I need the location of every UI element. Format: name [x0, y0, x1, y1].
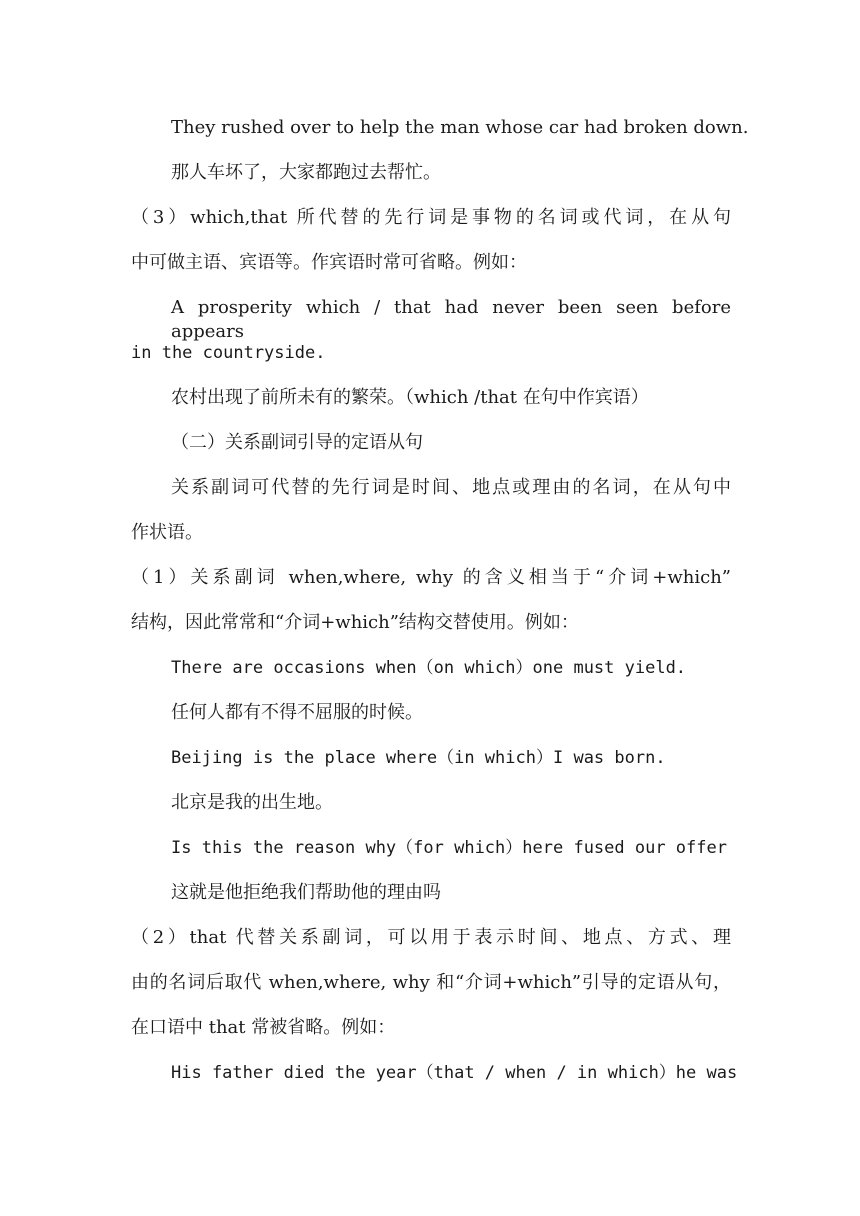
rule-1-line-2: 结构，因此常常和“介词+which”结构交替使用。例如： [131, 612, 579, 633]
rule-1-line-1: （1）关系副词 when,where, why 的含义相当于“介词+which” [131, 567, 731, 588]
rule-2-line-1: （2）that 代替关系副词，可以用于表示时间、地点、方式、理 [131, 927, 731, 948]
example-prosperity-line-2: in the countryside. [131, 343, 326, 363]
example-occasions: There are occasions when（on which）one must yield. [171, 658, 687, 678]
example-beijing: Beijing is the place where（in which）I was born. [171, 748, 666, 768]
relative-adverb-rule-line-1: 关系副词可代替的先行词是时间、地点或理由的名词，在从句中 [171, 477, 731, 498]
example-reason: Is this the reason why（for which）here fused our offer [171, 838, 727, 858]
rule-3-line-1: （3）which,that 所代替的先行词是事物的名词或代词，在从句 [131, 207, 731, 228]
section-heading-relative-adverbs: （二）关系副词引导的定语从句 [171, 432, 423, 453]
translation-whose: 那人车坏了，大家都跑过去帮忙。 [171, 162, 441, 183]
translation-reason: 这就是他拒绝我们帮助他的理由吗 [171, 882, 441, 903]
rule-2-line-3: 在口语中 that 常被省略。例如： [131, 1017, 396, 1038]
rule-3-line-2: 中可做主语、宾语等。作宾语时常可省略。例如： [131, 252, 527, 273]
example-prosperity-line-1: A prosperity which / that had never been seen before appears [171, 297, 731, 342]
translation-prosperity: 农村出现了前所未有的繁荣。（which /that 在句中作宾语） [171, 387, 649, 408]
example-father: His father died the year（that / when / in which）he was [171, 1063, 738, 1083]
translation-occasions: 任何人都有不得不屈服的时候。 [171, 702, 423, 723]
example-sentence-whose: They rushed over to help the man whose car had broken down. [171, 117, 749, 138]
translation-beijing: 北京是我的出生地。 [171, 792, 333, 813]
relative-adverb-rule-line-2: 作状语。 [131, 522, 203, 543]
rule-2-line-2: 由的名词后取代 when,where, why 和“介词+which”引导的定语从句， [131, 972, 731, 993]
